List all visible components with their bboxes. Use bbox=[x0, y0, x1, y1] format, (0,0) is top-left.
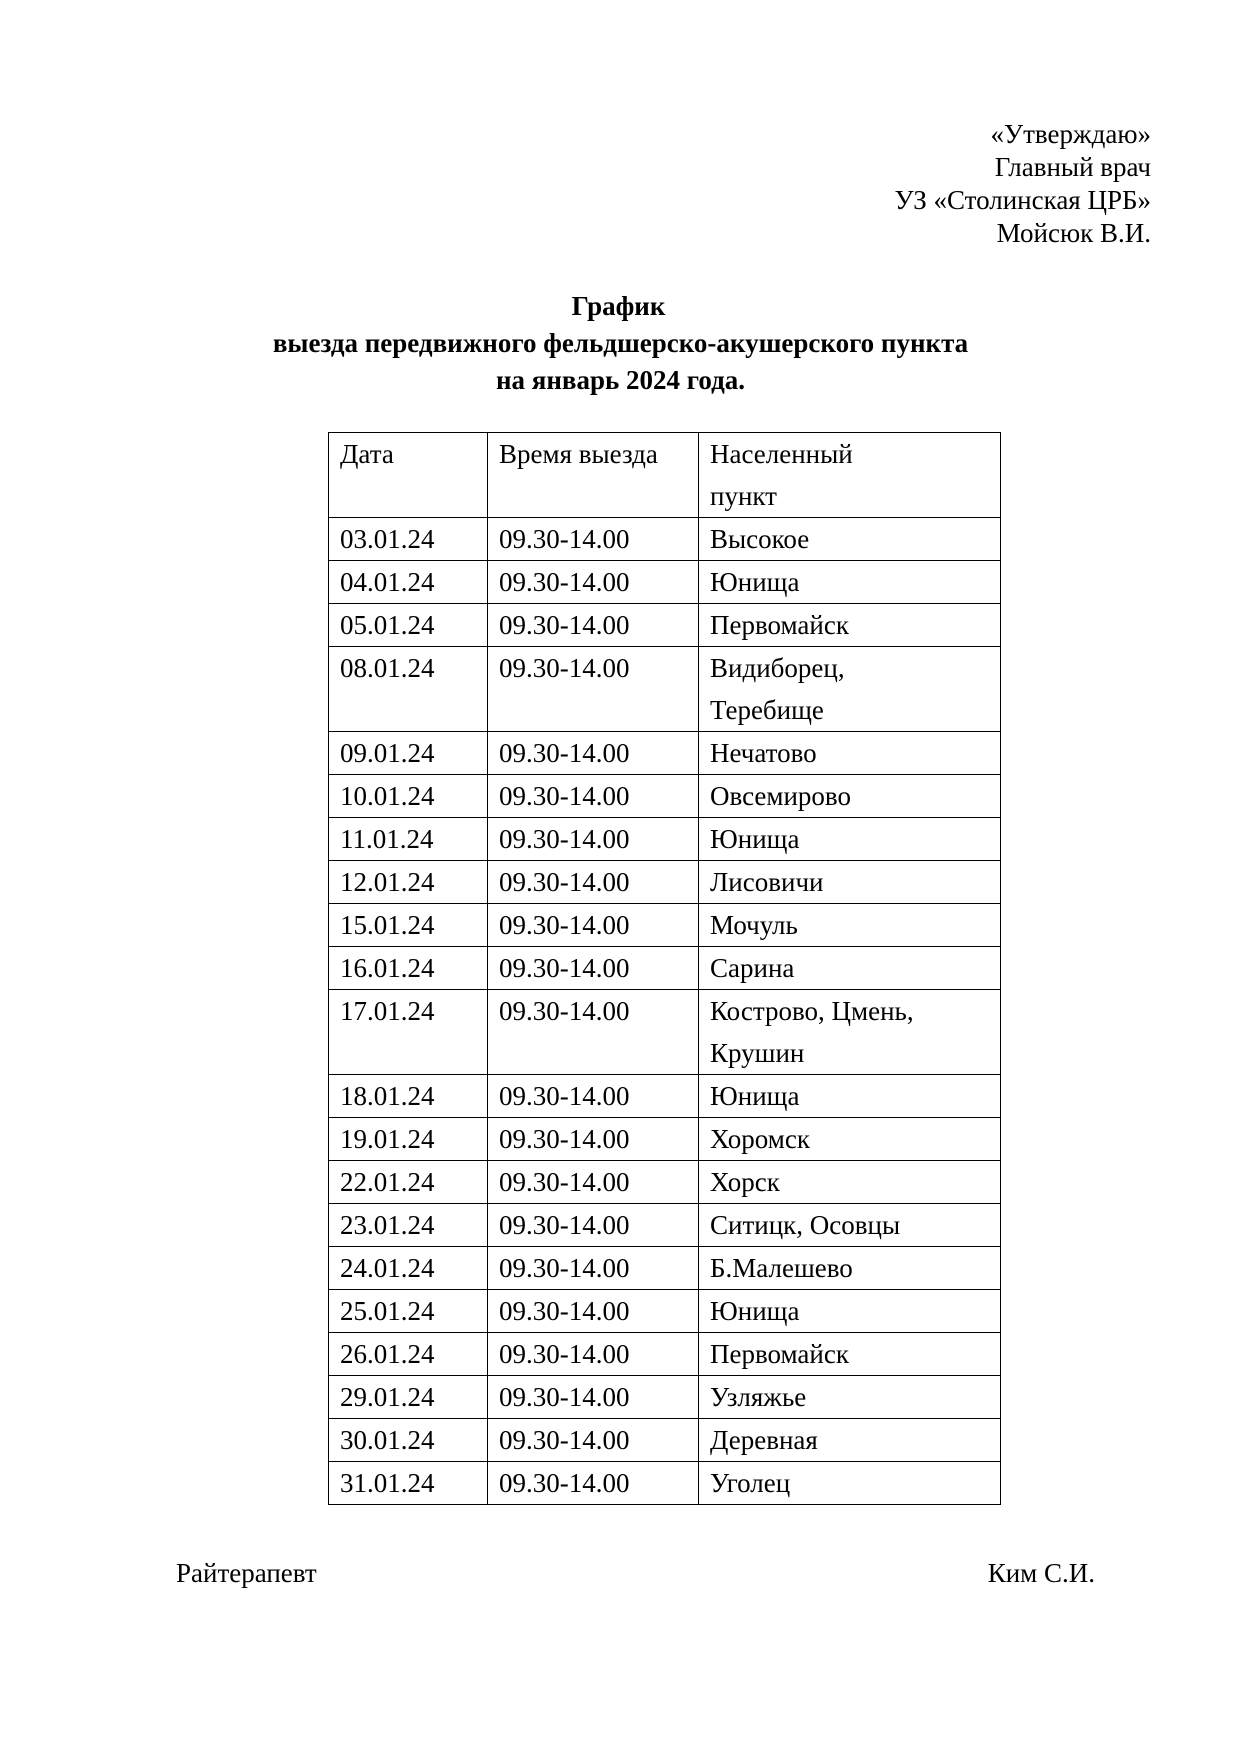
cell-time: 09.30-14.00 bbox=[488, 561, 699, 604]
cell-time: 09.30-14.00 bbox=[488, 1118, 699, 1161]
cell-place bbox=[699, 647, 1001, 732]
cell-date: 12.01.24 bbox=[329, 861, 488, 904]
table-row bbox=[329, 561, 1001, 604]
approval-block bbox=[894, 118, 1151, 250]
cell-place bbox=[699, 1333, 1001, 1376]
table-row bbox=[329, 904, 1001, 947]
table-row bbox=[329, 1419, 1001, 1462]
header-date: Дата bbox=[329, 433, 488, 518]
cell-place-line: Овсемирово bbox=[710, 781, 851, 811]
cell-time: 09.30-14.00 bbox=[488, 990, 699, 1075]
table-row bbox=[329, 732, 1001, 775]
table-row bbox=[329, 604, 1001, 647]
schedule-table bbox=[328, 432, 1001, 1505]
signature-name: Ким С.И. bbox=[987, 1558, 1095, 1588]
cell-place-line: Первомайск bbox=[710, 1339, 849, 1369]
cell-date: 29.01.24 bbox=[329, 1376, 488, 1419]
cell-time: 09.30-14.00 bbox=[488, 1204, 699, 1247]
cell-date: 18.01.24 bbox=[329, 1075, 488, 1118]
approval-line: Мойсюк В.И. bbox=[996, 218, 1151, 248]
table-row bbox=[329, 1290, 1001, 1333]
table-row bbox=[329, 518, 1001, 561]
header-time: Время выезда bbox=[488, 433, 699, 518]
signature-position: Райтерапевт bbox=[176, 1558, 317, 1588]
approval-line: Главный врач bbox=[994, 152, 1151, 182]
table-row bbox=[329, 1333, 1001, 1376]
cell-place bbox=[699, 1161, 1001, 1204]
cell-time: 09.30-14.00 bbox=[488, 518, 699, 561]
cell-date: 09.01.24 bbox=[329, 732, 488, 775]
cell-place bbox=[699, 1075, 1001, 1118]
cell-date: 30.01.24 bbox=[329, 1419, 488, 1462]
header-place-line: пункт bbox=[710, 481, 777, 511]
cell-place-line: Нечатово bbox=[710, 738, 817, 768]
cell-place-line: Теребище bbox=[710, 695, 824, 725]
table-header-row bbox=[329, 433, 1001, 518]
schedule-table-body bbox=[329, 433, 1001, 1505]
cell-place-line: Хорск bbox=[710, 1167, 780, 1197]
cell-time: 09.30-14.00 bbox=[488, 604, 699, 647]
cell-place-line: Мочуль bbox=[710, 910, 798, 940]
cell-place-line: Кострово, Цмень, bbox=[710, 996, 914, 1026]
cell-date: 03.01.24 bbox=[329, 518, 488, 561]
cell-time: 09.30-14.00 bbox=[488, 1376, 699, 1419]
cell-place bbox=[699, 861, 1001, 904]
cell-time: 09.30-14.00 bbox=[488, 1290, 699, 1333]
cell-date: 05.01.24 bbox=[329, 604, 488, 647]
cell-date: 17.01.24 bbox=[329, 990, 488, 1075]
table-row bbox=[329, 1462, 1001, 1505]
cell-place-line: Видиборец, bbox=[710, 653, 845, 683]
cell-time: 09.30-14.00 bbox=[488, 904, 699, 947]
cell-place-line: Уголец bbox=[710, 1468, 791, 1498]
cell-date: 11.01.24 bbox=[329, 818, 488, 861]
table-row bbox=[329, 947, 1001, 990]
cell-place-line: Юнища bbox=[710, 1296, 800, 1326]
cell-place-line: Лисовичи bbox=[710, 867, 824, 897]
cell-place-line: Ситицк, Осовцы bbox=[710, 1210, 901, 1240]
title-line-2: выезда передвижного фельдшерско-акушерского пункта bbox=[272, 328, 969, 358]
cell-place bbox=[699, 818, 1001, 861]
cell-place bbox=[699, 604, 1001, 647]
cell-place bbox=[699, 518, 1001, 561]
cell-place-line: Юнища bbox=[710, 567, 800, 597]
cell-place-line: Юнища bbox=[710, 1081, 800, 1111]
cell-place bbox=[699, 947, 1001, 990]
cell-date: 24.01.24 bbox=[329, 1247, 488, 1290]
cell-place bbox=[699, 1118, 1001, 1161]
header-place-line: Населенный bbox=[710, 439, 853, 469]
cell-time: 09.30-14.00 bbox=[488, 861, 699, 904]
cell-date: 16.01.24 bbox=[329, 947, 488, 990]
table-row bbox=[329, 775, 1001, 818]
cell-date: 23.01.24 bbox=[329, 1204, 488, 1247]
cell-place-line: Узляжье bbox=[710, 1382, 807, 1412]
cell-place bbox=[699, 1290, 1001, 1333]
cell-time: 09.30-14.00 bbox=[488, 732, 699, 775]
cell-place-line: Сарина bbox=[710, 953, 795, 983]
table-row bbox=[329, 1075, 1001, 1118]
cell-date: 22.01.24 bbox=[329, 1161, 488, 1204]
approval-line: «Утверждаю» bbox=[990, 119, 1151, 149]
cell-place-line: Юнища bbox=[710, 824, 800, 854]
cell-place bbox=[699, 561, 1001, 604]
title-line-1: График bbox=[571, 291, 666, 321]
cell-place bbox=[699, 732, 1001, 775]
cell-place-line: Б.Малешево bbox=[710, 1253, 853, 1283]
cell-date: 31.01.24 bbox=[329, 1462, 488, 1505]
cell-place bbox=[699, 904, 1001, 947]
cell-place bbox=[699, 1247, 1001, 1290]
cell-time: 09.30-14.00 bbox=[488, 1462, 699, 1505]
cell-place bbox=[699, 1376, 1001, 1419]
cell-time: 09.30-14.00 bbox=[488, 1161, 699, 1204]
approval-line: УЗ «Столинская ЦРБ» bbox=[894, 185, 1151, 215]
cell-place-line: Деревная bbox=[710, 1425, 818, 1455]
cell-place-line: Крушин bbox=[710, 1038, 805, 1068]
cell-time: 09.30-14.00 bbox=[488, 1419, 699, 1462]
cell-time: 09.30-14.00 bbox=[488, 775, 699, 818]
document-title bbox=[0, 288, 1241, 399]
title-line-3: на январь 2024 года. bbox=[495, 365, 746, 395]
cell-place-line: Высокое bbox=[710, 524, 810, 554]
cell-time: 09.30-14.00 bbox=[488, 947, 699, 990]
cell-date: 15.01.24 bbox=[329, 904, 488, 947]
cell-place bbox=[699, 1204, 1001, 1247]
cell-place bbox=[699, 775, 1001, 818]
cell-place-line: Хоромск bbox=[710, 1124, 810, 1154]
cell-date: 26.01.24 bbox=[329, 1333, 488, 1376]
cell-place bbox=[699, 1419, 1001, 1462]
table-row bbox=[329, 818, 1001, 861]
cell-place bbox=[699, 990, 1001, 1075]
cell-time: 09.30-14.00 bbox=[488, 1075, 699, 1118]
table-row bbox=[329, 1161, 1001, 1204]
cell-time: 09.30-14.00 bbox=[488, 1333, 699, 1376]
table-row bbox=[329, 1118, 1001, 1161]
table-row bbox=[329, 861, 1001, 904]
cell-place-line: Первомайск bbox=[710, 610, 849, 640]
table-row bbox=[329, 1376, 1001, 1419]
cell-place bbox=[699, 1462, 1001, 1505]
header-place bbox=[699, 433, 1001, 518]
cell-date: 04.01.24 bbox=[329, 561, 488, 604]
table-row bbox=[329, 1204, 1001, 1247]
table-row bbox=[329, 990, 1001, 1075]
cell-time: 09.30-14.00 bbox=[488, 818, 699, 861]
table-row bbox=[329, 1247, 1001, 1290]
cell-date: 25.01.24 bbox=[329, 1290, 488, 1333]
cell-date: 19.01.24 bbox=[329, 1118, 488, 1161]
table-row bbox=[329, 647, 1001, 732]
cell-time: 09.30-14.00 bbox=[488, 1247, 699, 1290]
cell-date: 10.01.24 bbox=[329, 775, 488, 818]
cell-date: 08.01.24 bbox=[329, 647, 488, 732]
cell-time: 09.30-14.00 bbox=[488, 647, 699, 732]
